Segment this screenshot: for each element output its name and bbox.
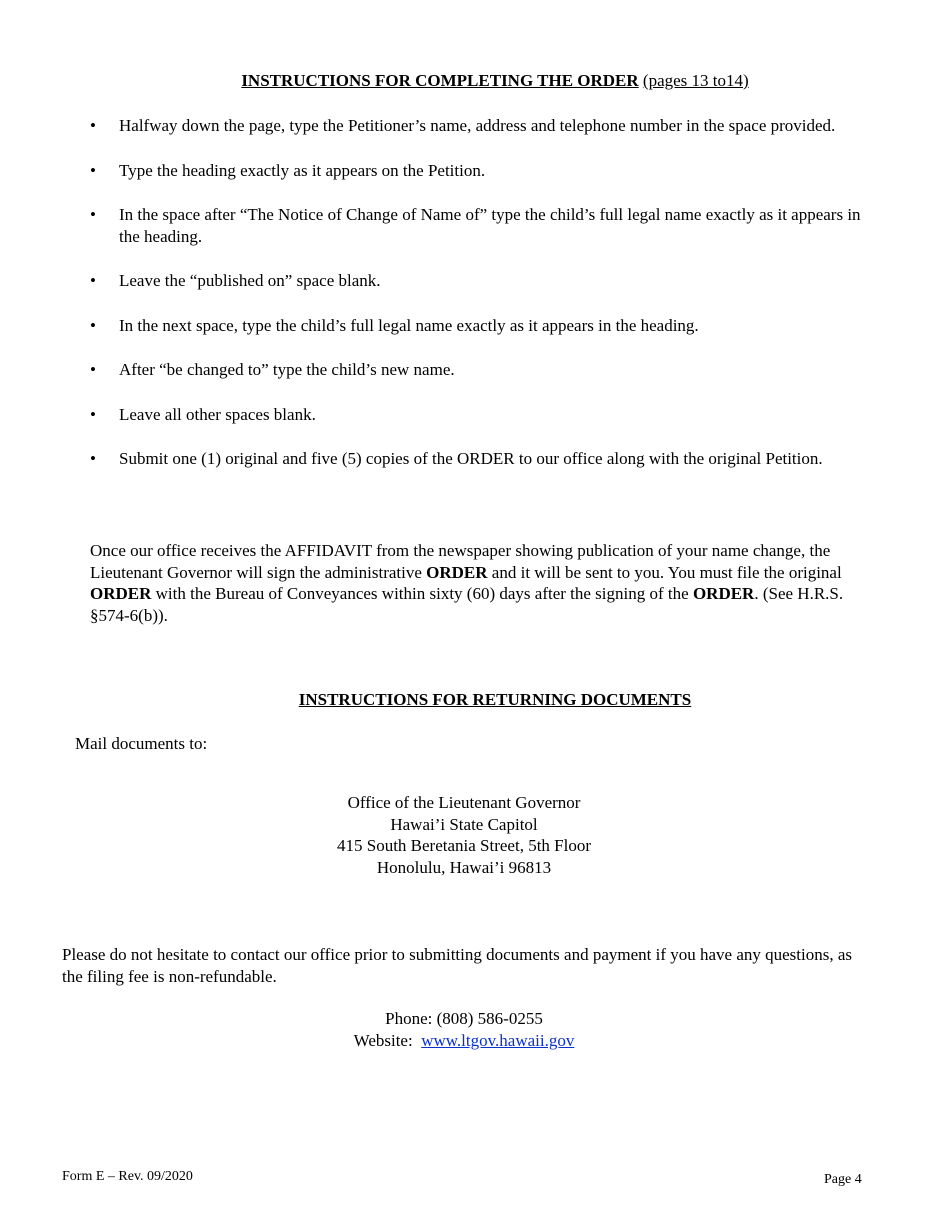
para-bold: ORDER (90, 584, 152, 603)
mail-label: Mail documents to: (75, 734, 208, 753)
list-item: • Halfway down the page, type the Petitioner’s name, address and telephone number in the space provided. (90, 115, 865, 137)
list-item: • After “be changed to” type the child’s new name. (90, 359, 865, 381)
section2-heading (0, 689, 950, 711)
section2-title: INSTRUCTIONS FOR RETURNING DOCUMENTS (298, 690, 692, 709)
list-item: • In the next space, type the child’s full legal name exactly as it appears in the heading. (90, 315, 865, 337)
instruction-list (90, 115, 865, 493)
section1-pages: (pages 13 to14) (642, 71, 749, 90)
affidavit-paragraph (90, 540, 865, 626)
para-bold: ORDER (692, 584, 755, 603)
list-item: • Type the heading exactly as it appears on the Petition. (90, 160, 865, 182)
para-text: with the Bureau of Conveyances within sixty (60) days after the signing of the (151, 584, 693, 603)
para-bold: ORDER (426, 562, 488, 582)
address-line: Hawai’i State Capitol (390, 814, 538, 834)
address-line: 415 South Beretania Street, 5th Floor (336, 836, 592, 855)
address-line: Office of the Lieutenant Governor (347, 793, 581, 812)
para-text: . (See H.R.S. §574-6(b)). (90, 584, 844, 625)
form-revision: Form E – Rev. 09/2020 (62, 1169, 193, 1184)
website-label: Website: (353, 1030, 413, 1050)
website-link[interactable]: www.ltgov.hawaii.gov (421, 1030, 575, 1050)
mailing-address (264, 792, 664, 878)
list-item: • Submit one (1) original and five (5) copies of the ORDER to our office along with the original Petition. (90, 448, 865, 470)
list-item: • Leave the “published on” space blank. (90, 270, 865, 292)
list-item: • In the space after “The Notice of Change of Name of” type the child’s full legal name exactly as it appears in the heading. (90, 204, 865, 247)
address-line: Honolulu, Hawai’i 96813 (376, 857, 552, 877)
list-item: • Leave all other spaces blank. (90, 404, 865, 426)
page-number: Page 4 (824, 1172, 862, 1187)
para-text: and it will be sent to you. You must file the original (487, 562, 842, 582)
contact-note: Please do not hesitate to contact our office prior to submitting documents and payment if you have any questions, as the filing fee is non-refundable. (62, 945, 853, 986)
para-text: Once our office receives the AFFIDAVIT from the newspaper showing publication of your name change, the Lieutenant Governor will sign the administrative (90, 541, 831, 582)
section1-title: INSTRUCTIONS FOR COMPLETING THE ORDER (241, 71, 639, 90)
contact-block (264, 1008, 664, 1051)
phone-number: Phone: (808) 586-0255 (385, 1009, 543, 1028)
website-line (264, 1030, 664, 1052)
section1-heading (0, 70, 950, 92)
